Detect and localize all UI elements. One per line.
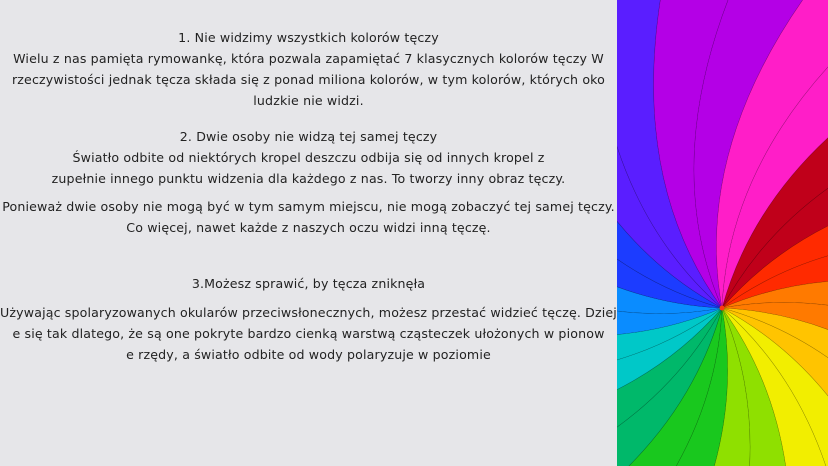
section-1-line-3: ludzkie nie widzi. [253,93,364,108]
section-3-body [0,302,617,365]
section-1-line-1: Wielu z nas pamięta rymowankę, która pozwala zapamiętać 7 klasycznych kolorów tęczy W [13,51,604,66]
rainbow-spiral-graphic [617,0,828,466]
section-3 [0,273,617,294]
section-3-line-2: e się tak dlatego, że są one pokryte bardzo cienką warstwą cząsteczek ułożonych w pionow [12,326,605,341]
section-3-heading: 3.Możesz sprawić, by tęcza zniknęła [191,276,426,291]
section-2-extra-line-1: Ponieważ dwie osoby nie mogą być w tym samym miejscu, nie mogą zobaczyć tej samej tęczy. [2,199,615,214]
section-2-extra-line-2: Co więcej, nawet każde z naszych oczu widzi inną tęczę. [126,220,491,235]
section-2-heading: 2. Dwie osoby nie widzą tej samej tęczy [179,129,438,144]
section-2-extra [0,196,617,238]
rainbow-spiral-image [617,0,828,466]
section-1 [0,27,617,111]
section-1-line-2: rzeczywistości jednak tęcza składa się z ponad miliona kolorów, w tym kolorów, których oko [11,72,606,87]
section-3-line-3: e rzędy, a światło odbite od wody polaryzuje w poziomie [126,347,491,362]
section-2-line-2: zupełnie innego punktu widzenia dla każdego z nas. To tworzy inny obraz tęczy. [51,171,566,186]
section-2 [0,126,617,189]
spiral-center [720,306,725,311]
section-1-heading: 1. Nie widzimy wszystkich kolorów tęczy [178,30,439,45]
section-3-line-1: Używając spolaryzowanych okularów przeciwsłonecznych, możesz przestać widzieć tęczę. Dziej [0,305,617,320]
section-2-line-1: Światło odbite od niektórych kropel deszczu odbija się od innych kropel z [72,150,545,165]
